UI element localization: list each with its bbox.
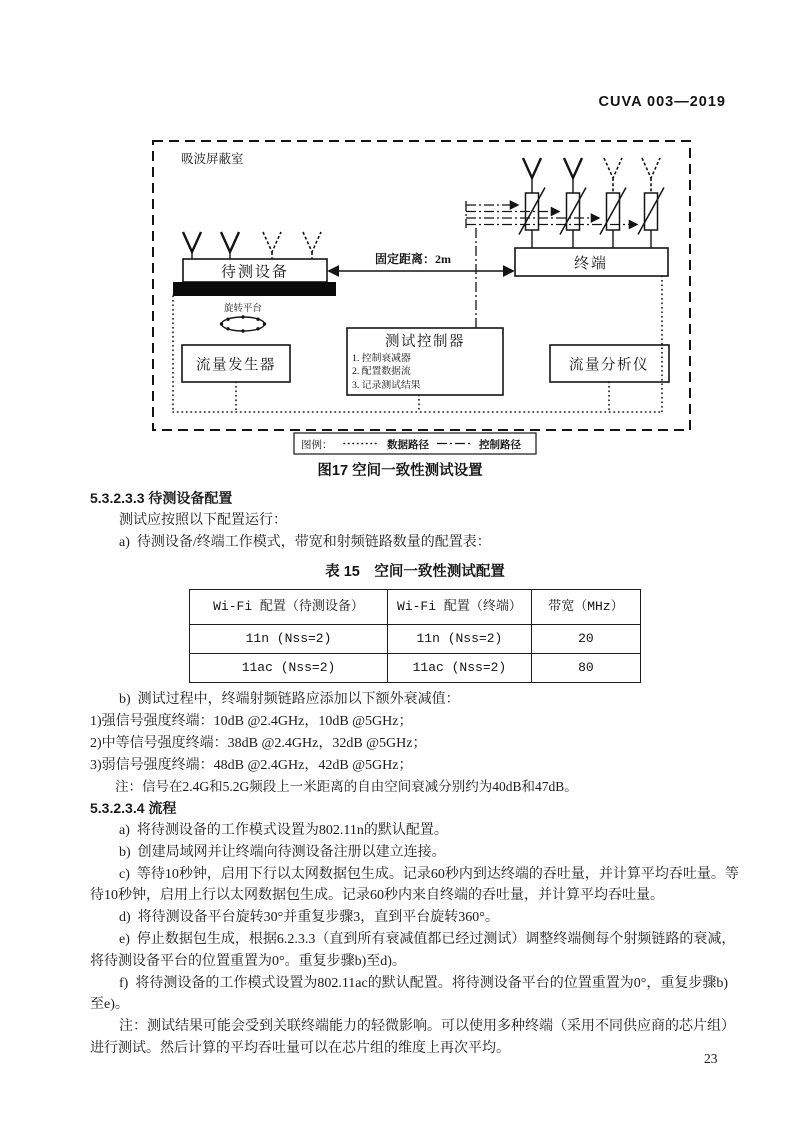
table-header-cell: Wi-Fi 配置（终端） [388, 590, 532, 625]
section1-note: 注：信号在2.4G和5.2G频段上一米距离的自由空间衰减分别约为40dB和47dB。 [115, 779, 578, 795]
table-15 [189, 589, 641, 683]
terminal-antenna-dashed-icon [642, 158, 660, 178]
controller-item: 3. 记录测试结果 [352, 380, 421, 391]
attenuator-icon [638, 188, 664, 235]
dut-label: 待测设备 [220, 264, 290, 281]
section1-item-a: a) 待测设备/终端工作模式，带宽和射频链路数量的配置表： [119, 534, 491, 550]
legend-control-path-label: 控制路径 [479, 440, 521, 451]
table-header-cell: 带宽（MHz） [531, 590, 640, 625]
section2-item-d: d) 将待测设备平台旋转30°并重复步骤3，直到平台旋转360°。 [119, 910, 499, 926]
section1-sub-item: 2)中等信号强度终端：38dB @2.4GHz，32dB @5GHz； [90, 735, 427, 751]
figure-17 [148, 132, 708, 462]
section1-item-b: b) 测试过程中，终端射频链路应添加以下额外衰减值： [119, 692, 460, 708]
table-cell: 11ac (Nss=2) [190, 654, 388, 683]
body-text [90, 488, 740, 1060]
legend-label: 图例： [301, 440, 333, 451]
section2-note: 注：测试结果可能会受到关联终端能力的轻微影响。可以使用多种终端（采用不同供应商的芯片组）进行测试。然后计算的平均吞吐量可以在芯片组的维度上再次平均。 [90, 1019, 735, 1056]
section1-intro: 测试应按照以下配置运行： [119, 512, 287, 528]
dut-antenna-dashed-icon [303, 232, 321, 252]
page-number: 23 [704, 1051, 718, 1066]
attenuator-icon [560, 188, 586, 235]
section1-sub-item: 3)弱信号强度终端：48dB @2.4GHz，42dB @5GHz； [90, 757, 413, 773]
legend-data-path-label: 数据路径 [387, 440, 429, 451]
section2-item-a: a) 将待测设备的工作模式设置为802.11n的默认配置。 [119, 822, 448, 838]
test-controller-title: 测试控制器 [385, 334, 465, 350]
controller-item: 1. 控制衰减器 [352, 353, 411, 364]
distance-label: 固定距离：2m [375, 252, 451, 266]
figure-17-diagram [148, 132, 708, 462]
terminal-label: 终端 [573, 256, 609, 272]
turntable-bar [173, 282, 336, 296]
section2-item-c: c) 等待10秒钟，启用下行以太网数据包生成。记录60秒内到达终端的吞吐量，并计算平均吞吐量。等待10秒钟，启用上行以太网数据包生成。记录60秒内来自终端的吞吐量，并计算平均吞吐量。 [90, 866, 739, 904]
terminal-antenna-icon [523, 158, 541, 178]
terminal-antenna-dashed-icon [604, 158, 622, 178]
table-row [190, 654, 641, 683]
controller-item: 2. 配置数据流 [352, 366, 411, 377]
table-header-cell: Wi-Fi 配置（待测设备） [190, 590, 388, 625]
dut-antenna-dashed-icon [263, 232, 281, 252]
section2-item-b: b) 创建局域网并让终端向待测设备注册以建立连接。 [119, 844, 446, 860]
attenuator-icon [600, 188, 626, 235]
section2-item-f: f) 将待测设备的工作模式设置为802.11ac的默认配置。将待测设备平台的位置重置为0°，重复步骤b)至e)。 [90, 975, 728, 1013]
document-number: CUVA 003—2019 [598, 94, 726, 110]
section-heading-5-3-2-3-3: 5.3.2.3.3 待测设备配置 [90, 490, 233, 506]
dut-antenna-icon [221, 232, 239, 252]
section1-sub-item: 1)强信号强度终端：10dB @2.4GHz，10dB @5GHz； [90, 713, 413, 729]
section-heading-5-3-2-3-4: 5.3.2.3.4 流程 [90, 800, 177, 817]
table-15-title: 表 15 空间一致性测试配置 [325, 564, 505, 581]
table-cell: 80 [531, 654, 640, 683]
table-cell: 11n (Nss=2) [190, 625, 388, 654]
figure-caption: 图17 空间一致性测试设置 [317, 463, 483, 479]
table-cell: 11n (Nss=2) [388, 625, 532, 654]
table-header-row [190, 590, 641, 625]
turntable-label: 旋转平台 [223, 304, 263, 314]
anechoic-room-label: 吸波屏蔽室 [181, 152, 244, 166]
dut-antenna-icon [183, 232, 201, 252]
table-cell: 20 [531, 625, 640, 654]
terminal-antenna-icon [564, 158, 582, 178]
table-cell: 11ac (Nss=2) [388, 654, 532, 683]
table-row [190, 625, 641, 654]
traffic-analyzer-label: 流量分析仪 [569, 357, 649, 374]
traffic-generator-label: 流量发生器 [196, 357, 276, 374]
section2-item-e: e) 停止数据包生成，根据6.2.3.3（直到所有衰减值都已经过测试）调整终端侧每个射频链路的衰减，将待测设备平台的位置重置为0°。重复步骤b)至d)。 [90, 931, 736, 969]
rotation-dots [220, 315, 266, 332]
